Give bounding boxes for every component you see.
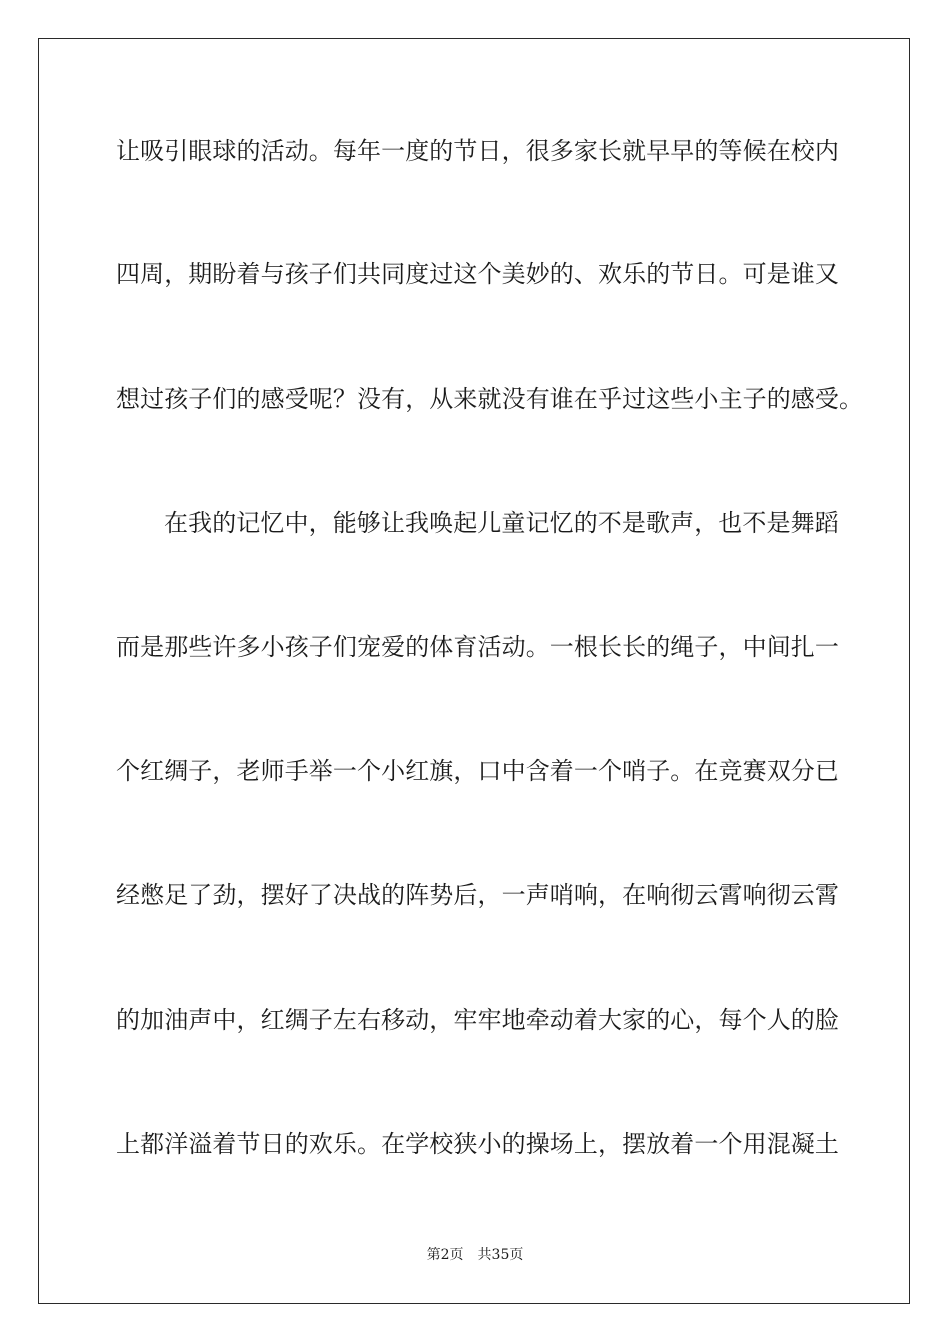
text-line-4: 在我的记忆中，能够让我唤起儿童记忆的不是歌声，也不是舞蹈 xyxy=(164,509,839,537)
text-line-6: 个红绸子，老师手举一个小红旗，口中含着一个哨子。在竞赛双分已 xyxy=(116,757,839,785)
page-number: 第2页 xyxy=(426,1247,464,1263)
text-line-3: 想过孩子们的感受呢？没有，从来就没有谁在乎过这些小主子的感受。 xyxy=(116,385,864,413)
text-line-5: 而是那些许多小孩子们宠爱的体育活动。一根长长的绳子，中间扎一 xyxy=(116,633,839,661)
text-line-2: 四周，期盼着与孩子们共同度过这个美妙的、欢乐的节日。可是谁又 xyxy=(116,260,839,288)
page-total: 共35页 xyxy=(477,1247,524,1263)
text-line-9: 上都洋溢着节日的欢乐。在学校狭小的操场上，摆放着一个用混凝土 xyxy=(116,1130,839,1158)
page-footer xyxy=(0,1245,950,1265)
page-border xyxy=(38,38,910,1304)
text-line-1: 让吸引眼球的活动。每年一度的节日，很多家长就早早的等候在校内 xyxy=(116,137,839,165)
text-line-7: 经憋足了劲，摆好了决战的阵势后，一声哨响，在响彻云霄响彻云霄 xyxy=(116,881,839,909)
text-line-8: 的加油声中，红绸子左右移动，牢牢地牵动着大家的心，每个人的脸 xyxy=(116,1006,839,1034)
